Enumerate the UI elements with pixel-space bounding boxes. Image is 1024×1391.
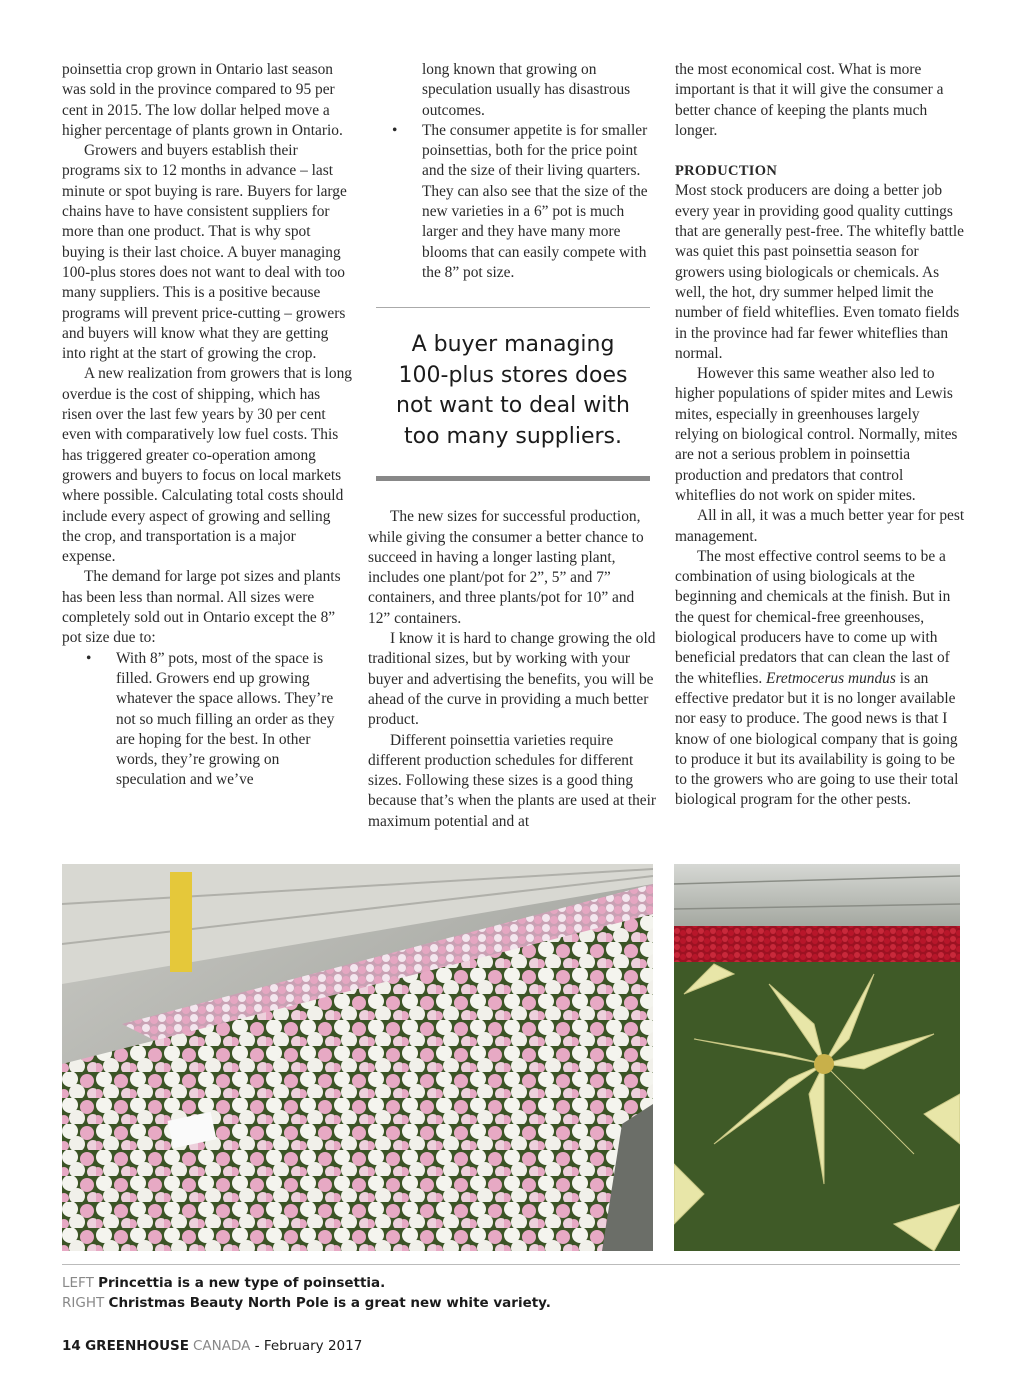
- bullet-continuation: long known that growing on speculation usually has disastrous outcomes.: [422, 61, 631, 119]
- poinsettia-photo: [674, 864, 960, 1251]
- article-column-3: [675, 60, 965, 811]
- paragraph: Most stock producers are doing a better job every year in providing good quality cuttings that are generally pest-free. The whitefly battle was quiet this past poinsettia season for growers using biologicals or chemicals. As well, the hot, dry summer helped limit the number of field whiteflies. Even tomato fields in the province had far fewer whiteflies than normal.: [675, 182, 965, 362]
- paragraph: However this same weather also led to higher populations of spider mites and Lewis mites, especially in greenhouses largely relying on biological control. Normally, mites are not a serious problem in poinsettia production and predators that control whiteflies do not work on spider mites.: [675, 365, 958, 504]
- photo-christmas-beauty-north-pole: [674, 864, 960, 1251]
- bullet-item: • With 8” pots, most of the space is filled. Growers end up growing whatever the space allows. They’re not so much filling an order as they are hoping for the best. In other words, they’re growing on speculation and we’ve: [62, 649, 352, 791]
- paragraph: Growers and buyers establish their programs six to 12 months in advance – last minute or spot buying is rare. Buyers for large chains have to have consistent suppliers for more than one product. That is why spot buying is their last choice. A buyer managing 100-plus stores does not want to deal with too many suppliers. This is a positive because programs will prevent price-cutting – growers and buyers will know what they are getting into right at the start of growing the crop.: [62, 142, 347, 363]
- caption-left: LEFT Princettia is a new type of poinsettia.: [62, 1275, 386, 1291]
- page-number: 14: [62, 1338, 81, 1354]
- species-name: Eretmocerus mundus: [766, 669, 896, 687]
- bullet-list: [62, 649, 352, 791]
- paragraph: Different poinsettia varieties require different production schedules for different sizes. Following these sizes is a good thing because that’s when the plants are used at their maximum potential and at: [368, 731, 657, 830]
- article-column-2: [368, 60, 658, 832]
- paragraph: The demand for large pot sizes and plants has been less than normal. All sizes were completely sold out in Ontario except the 8” pot size due to:: [62, 568, 341, 647]
- paragraph: the most economical cost. What is more important is that it will give the consumer a better chance of keeping the plants much longer.: [675, 61, 944, 139]
- paragraph: The most effective control seems to be a combination of using biologicals at the beginning and chemicals at the finish. But in the quest for chemical-free greenhouses, biological producers have to come up with beneficial predators that can clean the last of the whiteflies. Eretmocerus mundus is an effective predator but it is no longer available nor easy to produce. The good news is that I know of one biological company that is going to produce it but its availability is going to be to the growers who are going to use their total biological program for the other pests.: [675, 547, 959, 809]
- paragraph: I know it is hard to change growing the old traditional sizes, but by working with your buyer and advertising the benefits, you will be ahead of the curve in providing a much better product.: [368, 630, 656, 729]
- bullet-list: [368, 121, 658, 283]
- magazine-name: GREENHOUSE: [85, 1338, 189, 1354]
- issue-date: - February 2017: [254, 1338, 363, 1354]
- greenhouse-photo: [62, 864, 653, 1251]
- section-heading: PRODUCTION: [675, 163, 778, 180]
- article-column-1: [62, 60, 352, 791]
- bullet-item: • The consumer appetite is for smaller poinsettias, both for the price point and the size of their living quarters. They can also see that the size of the new varieties in a 6” pot is much larger and they have many more blooms that can easily compete with the 8” pot size.: [368, 121, 658, 283]
- paragraph: A new realization from growers that is long overdue is the cost of shipping, which has risen over the last few years by 30 per cent even with comparatively low fuel costs. This has triggered greater co-operation among growers and buyers to focus on local markets where possible. Calculating total costs should include every aspect of growing and selling the crop, and transportation is a major expense.: [62, 365, 352, 566]
- caption-right: RIGHT Christmas Beauty North Pole is a great new white variety.: [62, 1295, 551, 1311]
- pull-quote: A buyer managing 100-plus stores does not want to deal with too many suppliers.: [376, 307, 650, 481]
- photo-princettia: [62, 864, 653, 1251]
- page-footer: [62, 1338, 362, 1354]
- paragraph: All in all, it was a much better year for pest management.: [675, 507, 965, 545]
- caption-divider: [62, 1264, 960, 1265]
- magazine-name-light: CANADA: [193, 1338, 251, 1354]
- paragraph: poinsettia crop grown in Ontario last season was sold in the province compared to 95 per cent in 2015. The low dollar helped move a higher percentage of plants grown in Ontario.: [62, 61, 343, 139]
- photo-captions: [62, 1273, 960, 1313]
- paragraph: The new sizes for successful production, while giving the consumer a better chance to succeed in having a longer lasting plant, includes one plant/pot for 2”, 5” and 7” containers, and three plants/pot for 10” and 12” containers.: [368, 508, 644, 627]
